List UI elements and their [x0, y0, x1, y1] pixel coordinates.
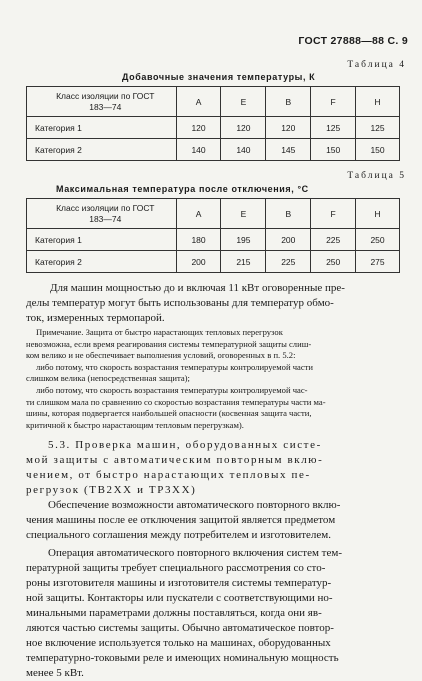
table-cell: 140 [176, 139, 221, 161]
table-cell: 140 [221, 139, 266, 161]
heading-line: мой защиты с автоматическим повторным вклю- [26, 454, 324, 466]
table-cell: 125 [356, 117, 400, 139]
text-line: роны изготовителя машины и изготовителя системы температур- [26, 577, 332, 589]
note-line: либо потому, что скорость возрастания температуры контролируемой части [36, 361, 314, 372]
table-cell: 200 [266, 229, 311, 251]
table-cell: 145 [266, 139, 311, 161]
table-cell: 225 [311, 229, 356, 251]
text-line: Для машин мощностью до и включая 11 кВт оговоренные пре- [50, 282, 345, 294]
text-line: чения машины после ее отключения защитой является предметом [26, 514, 336, 526]
note-line: шины, которая подвергается наибольшей опасности (косвенная защита части, [26, 408, 312, 419]
text-line: пературной защиты требует специального рассмотрения со сто- [26, 562, 326, 574]
paragraph-reclosing [26, 546, 410, 681]
row-label: Категория 1 [27, 229, 177, 251]
paragraph-agreement [26, 498, 410, 543]
table-cell: 200 [176, 251, 221, 273]
text-line: минальными параметрами должны поставляться, когда они яв- [26, 607, 322, 619]
header-cell: E [221, 87, 266, 117]
header-cell [27, 199, 177, 229]
text-line: ное включение используется только на машинах, оборудованных [26, 637, 331, 649]
text-line: ток, измеренных термопарой. [26, 312, 165, 324]
header-cell: B [266, 87, 311, 117]
section-heading [26, 438, 416, 498]
heading-line: регрузок (ТВ2ХХ и ТР3ХХ) [26, 484, 197, 496]
header-line: Класс изоляции по ГОСТ [56, 202, 155, 213]
table-5 [26, 198, 400, 273]
header-line: 183—74 [89, 213, 122, 224]
header-line: Класс изоляции по ГОСТ [56, 90, 155, 101]
note-line: ком велико и не обеспечивает выполнения условий, оговоренных в п. 5.2: [26, 350, 296, 361]
text-line: ляются частью системы защиты. Обычно автоматическое повтор- [26, 622, 334, 634]
table-cell: 125 [311, 117, 356, 139]
header-cell: A [176, 199, 221, 229]
table-row [27, 139, 400, 161]
table-row [27, 251, 400, 273]
header-cell: E [221, 199, 266, 229]
text-line: специального соглашения между потребителем и изготовителем. [26, 529, 332, 541]
header-cell: H [356, 87, 400, 117]
table-cell: 150 [311, 139, 356, 161]
text-line: делы температур могут быть использованы для температур обмо- [26, 297, 334, 309]
text-line: менее 5 кВт. [26, 667, 84, 679]
note-line: невозможна, если время реагирования системы температурной защиты слиш- [26, 338, 312, 349]
header-cell: A [176, 87, 221, 117]
table-cell: 250 [311, 251, 356, 273]
note-line: критичной к быстро нарастающим тепловым перегрузкам). [26, 419, 244, 430]
note-line: Примечание. Защита от быстро нарастающих тепловых перегрузок [36, 327, 283, 337]
table-cell: 225 [266, 251, 311, 273]
table-row [27, 229, 400, 251]
table-cell: 250 [356, 229, 400, 251]
row-label: Категория 2 [27, 251, 177, 273]
table-header-row [27, 199, 400, 229]
header-cell: B [266, 199, 311, 229]
note-block [26, 327, 410, 431]
note-line: слишком велика (непосредственная защита); [26, 373, 190, 384]
table-5-label: Таблица 5 [347, 171, 406, 181]
text-line: ной защиты. Контакторы или пускатели с соответствующими но- [26, 592, 333, 604]
table-cell: 150 [356, 139, 400, 161]
header-cell: F [311, 199, 356, 229]
table-cell: 180 [176, 229, 221, 251]
heading-line: чением, от быстро нарастающих тепловых пе- [26, 469, 311, 481]
note-line: либо потому, что скорость возрастания температуры контролируемой час- [36, 384, 308, 395]
table-4-title: Добавочные значения температуры, К [122, 72, 316, 82]
table-row [27, 117, 400, 139]
row-label: Категория 2 [27, 139, 177, 161]
table-4-label: Таблица 4 [347, 60, 406, 70]
header-cell [27, 87, 177, 117]
table-cell: 120 [266, 117, 311, 139]
paragraph-thermocouple [26, 281, 406, 326]
table-cell: 215 [221, 251, 266, 273]
row-label: Категория 1 [27, 117, 177, 139]
header-cell: H [356, 199, 400, 229]
header-line: 183—74 [89, 101, 122, 112]
note-line: ти слишком мала по сравнению со скоростью возрастания температуры части ма- [26, 396, 326, 407]
page-header: ГОСТ 27888—88 С. 9 [298, 35, 408, 47]
table-5-title: Максимальная температура после отключения, °С [56, 184, 309, 194]
text-line: температурно-токовыми реле и имеющих номинальную мощность [26, 652, 339, 664]
table-cell: 120 [176, 117, 221, 139]
text-line: Обеспечение возможности автоматического повторного вклю- [48, 499, 341, 511]
table-cell: 275 [356, 251, 400, 273]
table-cell: 195 [221, 229, 266, 251]
table-cell: 120 [221, 117, 266, 139]
table-4 [26, 86, 400, 161]
table-header-row [27, 87, 400, 117]
heading-line: 5.3. Проверка машин, оборудованных систе- [48, 439, 322, 451]
text-line: Операция автоматического повторного включения систем тем- [48, 547, 342, 559]
header-cell: F [311, 87, 356, 117]
